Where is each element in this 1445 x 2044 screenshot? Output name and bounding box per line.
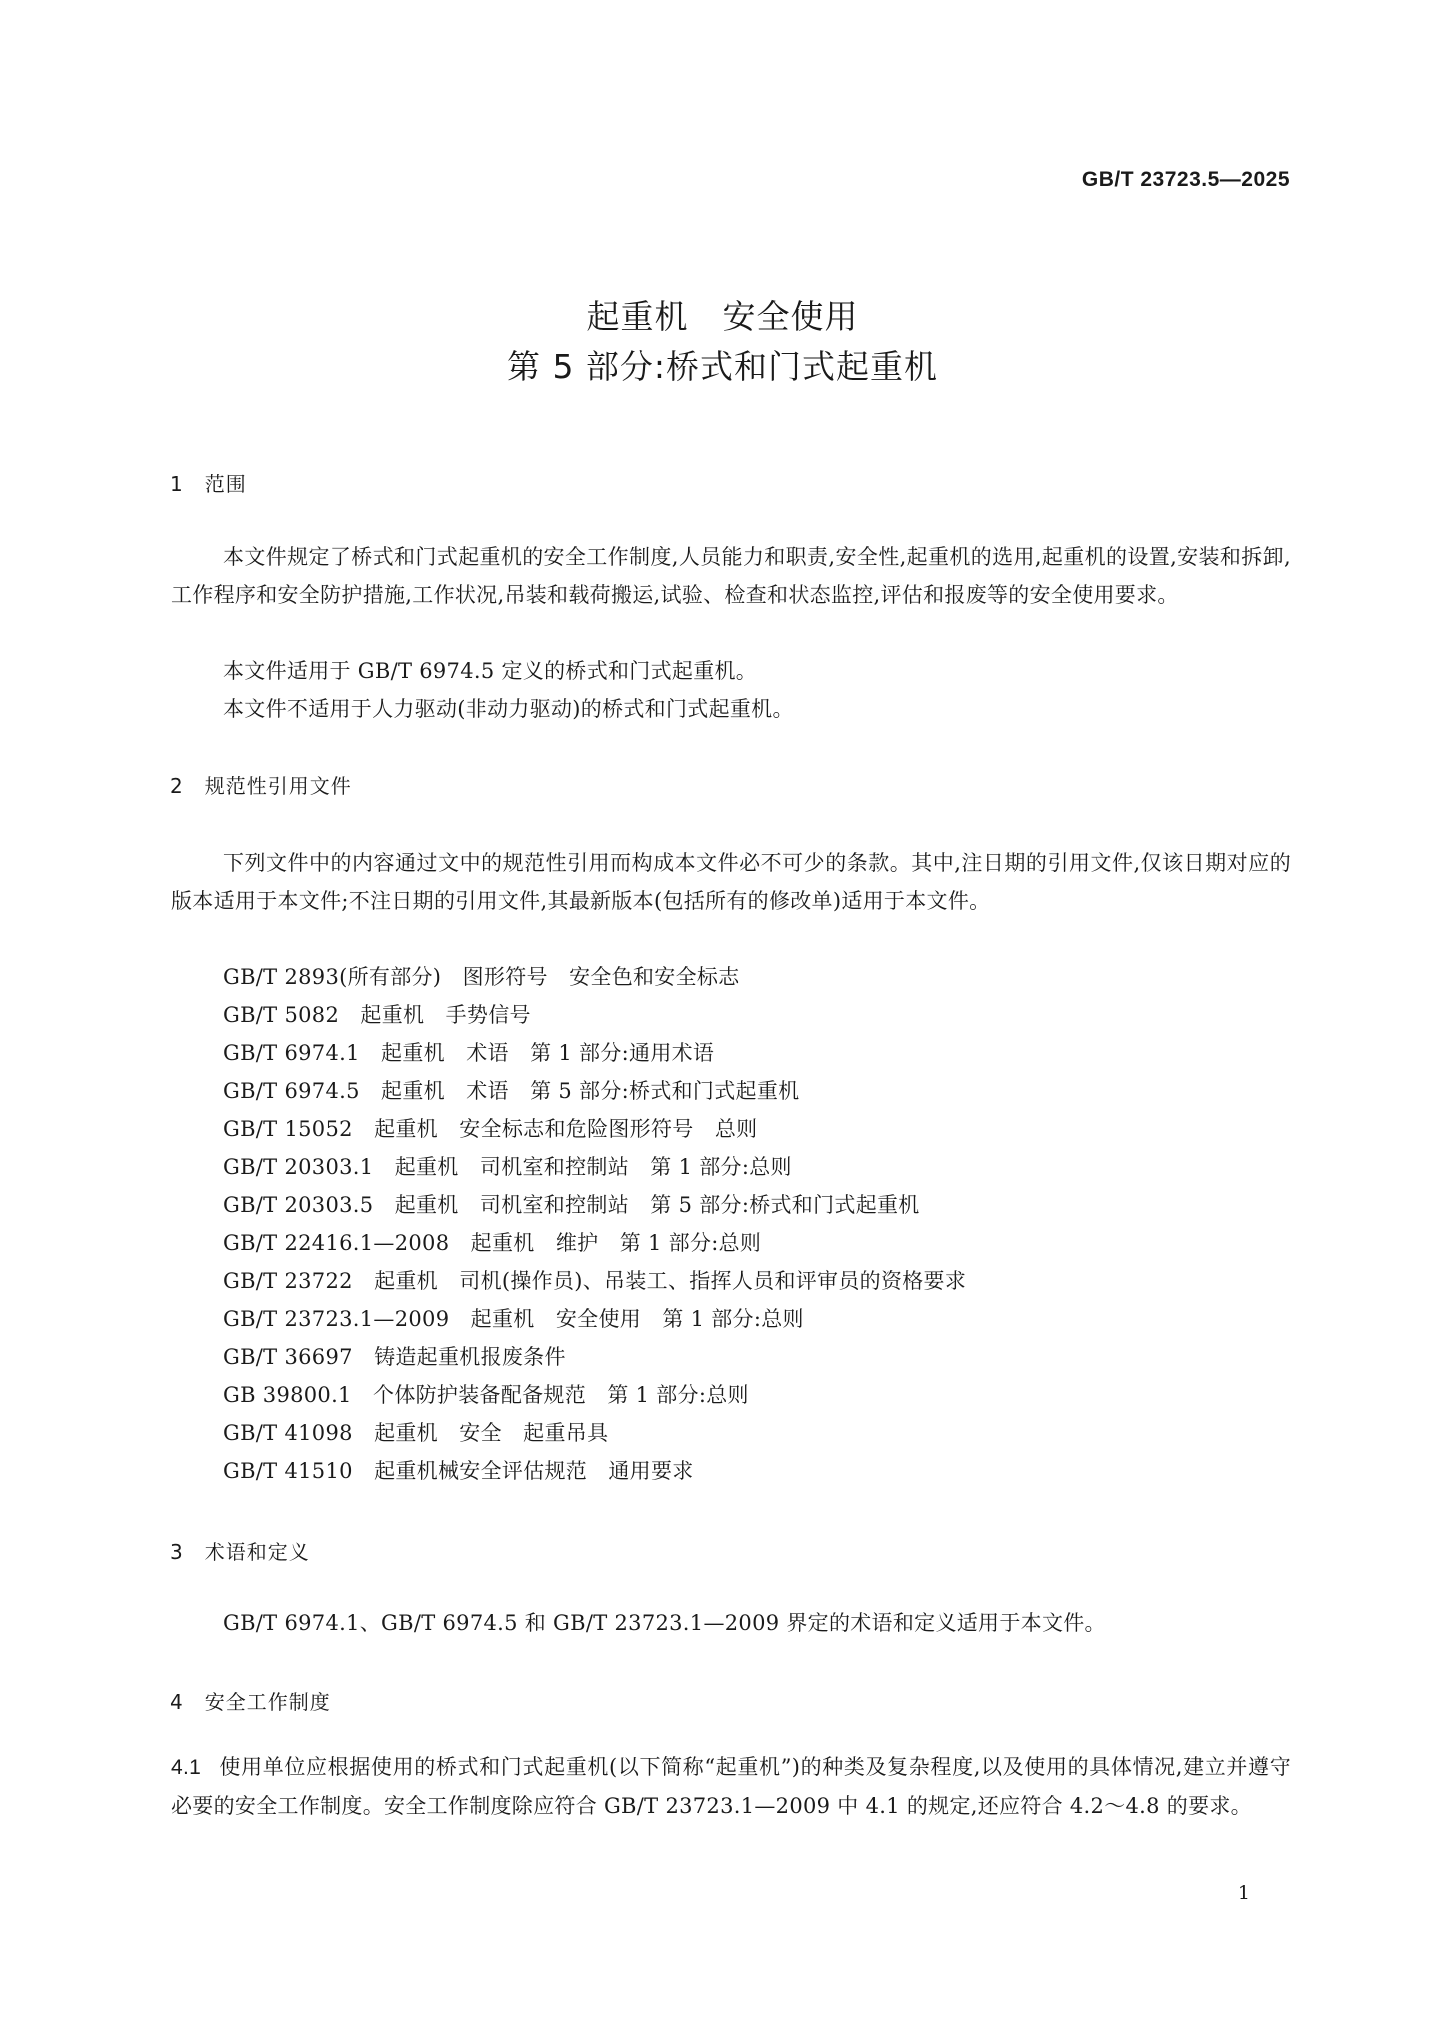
document-title — [0, 292, 1445, 392]
reference-item: GB/T 23723.1—2009 起重机 安全使用 第 1 部分:总则 — [223, 1307, 804, 1331]
reference-item: GB/T 6974.5 起重机 术语 第 5 部分:桥式和门式起重机 — [223, 1079, 800, 1103]
clause-text: 使用单位应根据使用的桥式和门式起重机(以下简称“起重机”)的种类及复杂程度,以及使用的具体情况,建立并遵守必要的安全工作制度。安全工作制度除应符合 GB/T 23723.1—2009 中 4.1 的规定,还应符合 4.2～4.8 的要求。 — [171, 1755, 1291, 1818]
reference-item: GB 39800.1 个体防护装备配备规范 第 1 部分:总则 — [223, 1383, 749, 1407]
section-4-heading: 4 安全工作制度 — [170, 1690, 331, 1714]
section-3-paragraph: GB/T 6974.1、GB/T 6974.5 和 GB/T 23723.1—2009 界定的术语和定义适用于本文件。 — [223, 1611, 1106, 1635]
reference-item: GB/T 22416.1—2008 起重机 维护 第 1 部分:总则 — [223, 1231, 762, 1255]
page-number: 1 — [1237, 1882, 1250, 1904]
section-1-heading: 1 范围 — [170, 472, 247, 496]
standard-code: GB/T 23723.5—2025 — [1081, 168, 1290, 191]
reference-item: GB/T 5082 起重机 手势信号 — [223, 1003, 531, 1027]
reference-item: GB/T 15052 起重机 安全标志和危险图形符号 总则 — [223, 1117, 758, 1141]
section-1-paragraph-3: 本文件不适用于人力驱动(非动力驱动)的桥式和门式起重机。 — [223, 697, 794, 721]
reference-item: GB/T 2893(所有部分) 图形符号 安全色和安全标志 — [223, 965, 740, 989]
reference-item: GB/T 41098 起重机 安全 起重吊具 — [223, 1421, 609, 1445]
reference-item: GB/T 41510 起重机械安全评估规范 通用要求 — [223, 1459, 694, 1483]
reference-item: GB/T 6974.1 起重机 术语 第 1 部分:通用术语 — [223, 1041, 715, 1065]
reference-item: GB/T 23722 起重机 司机(操作员)、吊装工、指挥人员和评审员的资格要求 — [223, 1269, 967, 1293]
normative-reference-list — [223, 958, 966, 1490]
clause-4-1 — [171, 1748, 1291, 1825]
section-1-paragraph-1: 本文件规定了桥式和门式起重机的安全工作制度,人员能力和职责,安全性,起重机的选用,起重机的设置,安装和拆卸,工作程序和安全防护措施,工作状况,吊装和载荷搬运,试验、检查和状态监控,评估和报废等的安全使用要求。 — [171, 545, 1291, 607]
reference-item: GB/T 36697 铸造起重机报废条件 — [223, 1345, 566, 1369]
section-1-paragraph-2: 本文件适用于 GB/T 6974.5 定义的桥式和门式起重机。 — [223, 659, 758, 683]
section-2-heading: 2 规范性引用文件 — [170, 774, 352, 798]
clause-number: 4.1 — [171, 1756, 202, 1779]
reference-item: GB/T 20303.5 起重机 司机室和控制站 第 5 部分:桥式和门式起重机 — [223, 1193, 920, 1217]
section-2-intro: 下列文件中的内容通过文中的规范性引用而构成本文件必不可少的条款。其中,注日期的引用文件,仅该日期对应的版本适用于本文件;不注日期的引用文件,其最新版本(包括所有的修改单)适用于本文件。 — [171, 851, 1291, 913]
reference-item: GB/T 20303.1 起重机 司机室和控制站 第 1 部分:总则 — [223, 1155, 792, 1179]
title-line-1: 起重机 安全使用 — [586, 297, 859, 336]
title-line-2: 第 5 部分:桥式和门式起重机 — [506, 347, 939, 386]
section-3-heading: 3 术语和定义 — [170, 1540, 310, 1564]
